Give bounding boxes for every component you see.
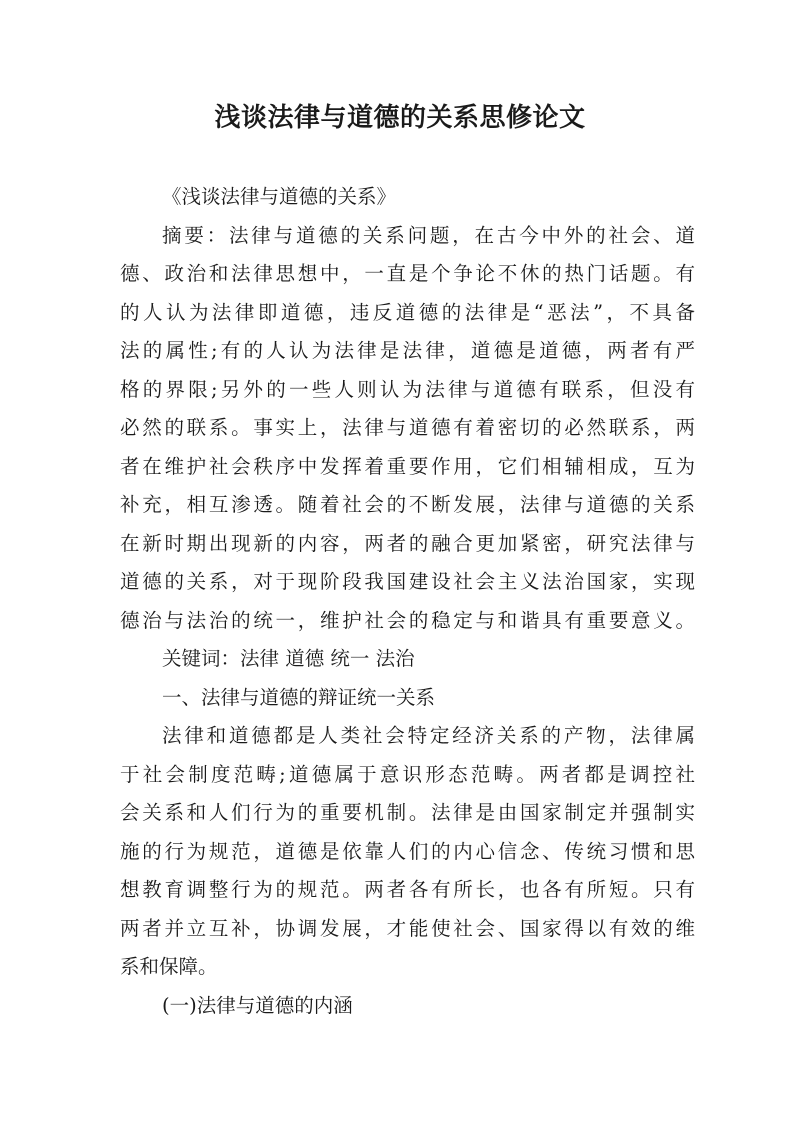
text-line: 的人认为法律即道德，违反道德的法律是“恶法”，不具备: [120, 300, 695, 324]
text-line: 法的属性;有的人认为法律是法律，道德是道德，两者有严: [120, 339, 695, 362]
text-line: 于社会制度范畴;道德属于意识形态范畴。两者都是调控社: [120, 762, 695, 786]
text-line: 会关系和人们行为的重要机制。法律是由国家制定并强制实: [120, 801, 695, 824]
text-line: 补充，相互渗透。随着社会的不断发展，法律与道德的关系: [120, 493, 695, 516]
text-line: 德、政治和法律思想中，一直是个争论不休的热门话题。有: [120, 262, 695, 285]
text-line: 系和保障。: [120, 955, 218, 978]
text-line: 施的行为规范，道德是依靠人们的内心信念、传统习惯和思: [120, 839, 695, 863]
document-title: 浅谈法律与道德的关系思修论文: [214, 103, 586, 133]
text-line: 两者并立互补，协调发展，才能使社会、国家得以有效的维: [120, 916, 695, 940]
document-body: [120, 178, 695, 1025]
text-line: 道德的关系，对于现阶段我国建设社会主义法治国家，实现: [120, 570, 695, 593]
text-line: 《浅谈法律与道德的关系》: [162, 185, 397, 208]
text-line: 在新时期出现新的内容，两者的融合更加紧密，研究法律与: [120, 531, 695, 555]
text-line: 摘要：法律与道德的关系问题，在古今中外的社会、道: [162, 223, 695, 247]
text-line: 想教育调整行为的规范。两者各有所长，也各有所短。只有: [120, 878, 695, 901]
text-line: (一)法律与道德的内涵: [162, 993, 353, 1017]
text-line: 关键词：法律 道德 统一 法治: [162, 647, 415, 670]
text-line: 法律和道德都是人类社会特定经济关系的产物，法律属: [162, 724, 695, 747]
text-line: 一、法律与道德的辩证统一关系: [162, 685, 436, 709]
text-line: 德治与法治的统一，维护社会的稳定与和谐具有重要意义。: [120, 608, 695, 632]
text-line: 者在维护社会秩序中发挥着重要作用，它们相辅相成，互为: [120, 454, 695, 478]
text-line: 必然的联系。事实上，法律与道德有着密切的必然联系，两: [120, 416, 695, 439]
text-line: 格的界限;另外的一些人则认为法律与道德有联系，但没有: [120, 377, 695, 401]
